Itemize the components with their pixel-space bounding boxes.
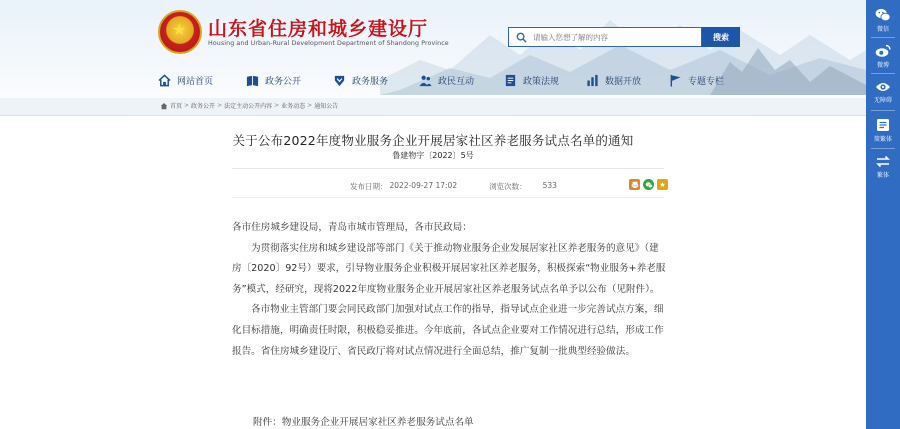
nav-item-gov-affairs-open[interactable] bbox=[246, 70, 333, 90]
right-sidebar bbox=[866, 0, 900, 429]
nav-item-policies[interactable] bbox=[504, 70, 586, 90]
nav-label: 数据开放 bbox=[605, 76, 642, 87]
print-icon[interactable] bbox=[629, 179, 640, 190]
search-button[interactable]: 搜索 bbox=[702, 27, 740, 47]
nav-item-interaction[interactable] bbox=[419, 70, 504, 90]
sidebar-label: 简繁体 bbox=[873, 136, 892, 143]
wechat-icon bbox=[875, 8, 891, 22]
nav-label: 政务公开 bbox=[265, 76, 302, 87]
breadcrumb-notices[interactable]: 通知公告 bbox=[314, 103, 339, 110]
breadcrumb-gov-affairs-open[interactable]: 政务公开 bbox=[191, 103, 216, 110]
views-count: 533 bbox=[542, 181, 557, 190]
breadcrumb-separator: > bbox=[307, 102, 313, 109]
document-number: 鲁建物字〔2022〕5号 bbox=[392, 151, 474, 160]
greeting-paragraph: 各市住房城乡建设局，青岛市城市管理局，各市民政局： bbox=[232, 222, 472, 233]
breadcrumb-separator: > bbox=[184, 102, 190, 109]
breadcrumb-business-news[interactable]: 业务动态 bbox=[281, 103, 306, 110]
site-title[interactable]: 山东省住房和城乡建设厅 bbox=[208, 18, 429, 40]
service-icon bbox=[333, 74, 346, 87]
document-icon bbox=[504, 74, 517, 87]
divider bbox=[871, 37, 895, 38]
switch-icon bbox=[875, 155, 891, 168]
nav-item-home[interactable] bbox=[158, 70, 246, 90]
sidebar-label: 繁体 bbox=[876, 172, 889, 179]
search-input[interactable] bbox=[533, 33, 693, 42]
main-nav bbox=[158, 70, 749, 90]
nav-label: 政策法规 bbox=[523, 76, 560, 87]
national-emblem-logo[interactable] bbox=[158, 10, 202, 54]
search-box bbox=[508, 27, 702, 47]
nav-item-special-topics[interactable] bbox=[669, 70, 749, 90]
sidebar-label: 微信 bbox=[876, 26, 889, 33]
views-label: 浏览次数： bbox=[489, 182, 527, 191]
breadcrumb-separator: > bbox=[217, 102, 223, 109]
home-icon bbox=[158, 74, 171, 87]
nav-item-gov-services[interactable] bbox=[333, 70, 419, 90]
publish-date-label: 发布日期： bbox=[350, 182, 388, 191]
body-paragraph: 各市物业主管部门要会同民政部门加强对试点工作的指导，指导试点企业进一步完善试点方案，细化目标措施，明确责任时限，积极稳妥推进。今年底前，各试点企业要对工作情况进行总结，形成工作报告。省住房城乡建设厅、省民政厅将对试点情况进行全面总结，推广复制一批典型经验做法。 bbox=[232, 304, 664, 357]
article-meta bbox=[350, 181, 557, 192]
flag-icon bbox=[669, 74, 682, 87]
article-body bbox=[232, 218, 668, 362]
nav-label: 政民互动 bbox=[438, 76, 475, 87]
sidebar-label: 微博 bbox=[876, 62, 889, 69]
publish-date: 2022-09-27 17:02 bbox=[389, 181, 458, 190]
sidebar-item-accessibility[interactable] bbox=[866, 81, 900, 104]
divider bbox=[232, 197, 664, 198]
share-toolbar bbox=[626, 179, 668, 190]
site-subtitle: Housing and Urban-Rural Development Department of Shandong Province bbox=[208, 40, 449, 47]
wechat-share-icon[interactable] bbox=[643, 179, 654, 190]
divider bbox=[871, 110, 895, 111]
search-icon bbox=[509, 28, 533, 46]
sidebar-item-simplified-traditional[interactable] bbox=[866, 118, 900, 143]
book-icon bbox=[246, 74, 259, 87]
attachment-link[interactable]: 附件：物业服务企业开展居家社区养老服务试点名单 bbox=[253, 417, 474, 428]
nav-item-open-data[interactable] bbox=[586, 70, 669, 90]
weibo-icon bbox=[875, 44, 891, 58]
breadcrumb-separator: > bbox=[274, 102, 280, 109]
nav-label: 专题专栏 bbox=[688, 76, 725, 87]
eye-icon bbox=[875, 81, 891, 93]
sidebar-item-wechat[interactable] bbox=[866, 8, 900, 33]
home-icon bbox=[160, 102, 168, 110]
article-title: 关于公布2022年度物业服务企业开展居家社区养老服务试点名单的通知 bbox=[232, 133, 634, 148]
sidebar-item-traditional[interactable] bbox=[866, 155, 900, 179]
sidebar-item-weibo[interactable] bbox=[866, 44, 900, 69]
body-paragraph: 为贯彻落实住房和城乡建设部等部门《关于推动物业服务企业发展居家社区养老服务的意见》（建房〔2020〕92号）要求，引导物业服务企业积极开展居家社区养老服务，积极探索“物业服务+养老服务”模式，经研究，现将2022年度物业服务企业开展居家社区养老服务试点名单予以公布（见附件）。 bbox=[232, 242, 666, 295]
breadcrumb bbox=[160, 101, 340, 110]
nav-label: 网站首页 bbox=[177, 76, 214, 87]
star-icon: ★ bbox=[172, 20, 187, 39]
nav-label: 政务服务 bbox=[352, 76, 389, 87]
language-icon bbox=[876, 118, 890, 132]
breadcrumb-bar bbox=[0, 98, 866, 116]
breadcrumb-statutory-content[interactable]: 法定主动公开内容 bbox=[224, 103, 273, 110]
people-icon bbox=[419, 74, 432, 87]
divider bbox=[232, 168, 664, 169]
chart-icon bbox=[586, 74, 599, 87]
divider bbox=[871, 148, 895, 149]
sidebar-label: 无障碍 bbox=[873, 97, 892, 104]
breadcrumb-home[interactable]: 首页 bbox=[170, 103, 183, 110]
favorite-icon[interactable]: ★ bbox=[657, 179, 668, 190]
divider bbox=[871, 73, 895, 74]
